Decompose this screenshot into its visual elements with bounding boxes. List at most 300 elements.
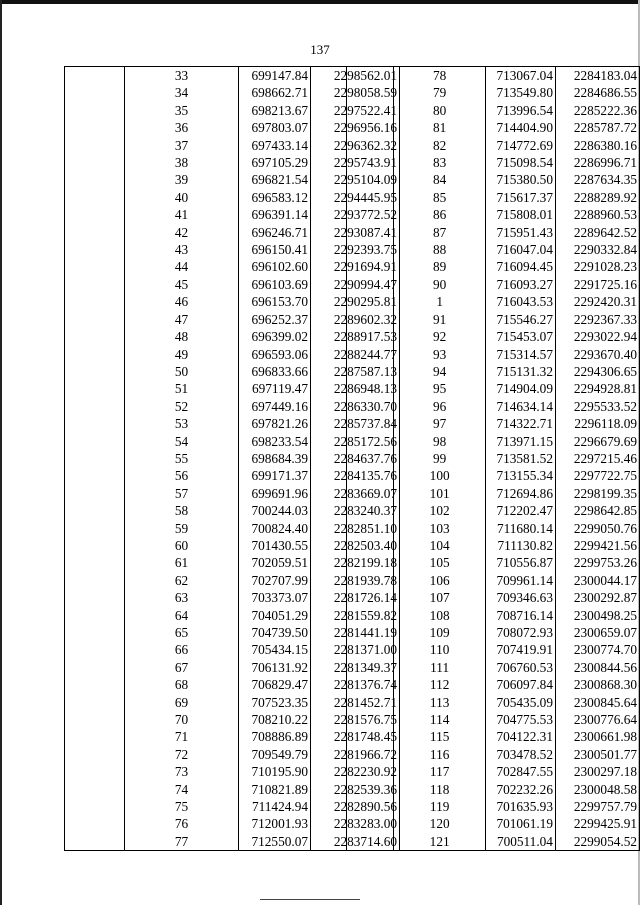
y-coordinate-cell: 2300774.70 <box>555 641 639 658</box>
table-row <box>347 311 640 328</box>
y-coordinate-cell: 2297722.75 <box>555 467 639 484</box>
y-coordinate-cell: 2285787.72 <box>555 119 639 136</box>
y-coordinate-cell: 2281939.78 <box>311 572 400 589</box>
x-coordinate-cell: 697433.14 <box>239 137 311 154</box>
empty-cell <box>347 433 394 450</box>
x-coordinate-cell: 700511.04 <box>486 833 555 851</box>
empty-cell <box>347 119 394 136</box>
table-row <box>347 520 640 537</box>
table-row <box>347 67 640 85</box>
y-coordinate-cell: 2289642.52 <box>555 224 639 241</box>
scan-left-edge <box>0 0 2 905</box>
x-coordinate-cell: 713155.34 <box>486 467 555 484</box>
empty-cell <box>347 154 394 171</box>
table-row <box>347 276 640 293</box>
point-number-cell: 107 <box>429 590 450 606</box>
y-coordinate-cell: 2286948.13 <box>311 380 400 397</box>
point-number-cell: 87 <box>433 224 447 240</box>
table-row <box>347 711 640 728</box>
y-coordinate-cell: 2300297.18 <box>555 763 639 780</box>
x-coordinate-cell: 709549.79 <box>239 746 311 763</box>
table-row <box>347 206 640 223</box>
point-number-cell: 54 <box>174 433 189 449</box>
point-number-cell: 81 <box>433 120 447 136</box>
empty-cell <box>65 572 125 589</box>
point-number-cell: 48 <box>174 329 189 345</box>
table-row <box>347 485 640 502</box>
empty-cell <box>347 763 394 780</box>
table-row <box>347 171 640 188</box>
x-coordinate-cell: 696153.70 <box>239 293 311 310</box>
point-number-cell: 114 <box>429 712 450 728</box>
y-coordinate-cell: 2299050.76 <box>555 520 639 537</box>
empty-cell <box>65 641 125 658</box>
x-coordinate-cell: 715131.32 <box>486 363 555 380</box>
x-coordinate-cell: 715380.50 <box>486 171 555 188</box>
empty-cell <box>347 502 394 519</box>
table-row <box>347 607 640 624</box>
x-coordinate-cell: 713067.04 <box>486 67 555 85</box>
y-coordinate-cell: 2284183.04 <box>555 67 639 85</box>
point-number-cell: 50 <box>174 363 189 379</box>
point-number-cell: 119 <box>429 799 450 815</box>
empty-cell <box>65 833 125 851</box>
point-number-cell: 70 <box>174 712 189 728</box>
x-coordinate-cell: 715951.43 <box>486 224 555 241</box>
empty-cell <box>65 676 125 693</box>
x-coordinate-cell: 696583.12 <box>239 189 311 206</box>
point-number-cell: 101 <box>429 485 450 501</box>
table-row <box>347 572 640 589</box>
empty-cell <box>65 241 125 258</box>
x-coordinate-cell: 700244.03 <box>239 502 311 519</box>
point-number-cell: 52 <box>174 398 189 414</box>
point-number-cell: 75 <box>174 799 189 815</box>
y-coordinate-cell: 2288960.53 <box>555 206 639 223</box>
point-number-cell: 38 <box>174 155 189 171</box>
point-number-cell: 102 <box>429 503 450 519</box>
empty-cell <box>347 641 394 658</box>
empty-cell <box>347 833 394 851</box>
x-coordinate-cell: 708716.14 <box>486 607 555 624</box>
y-coordinate-cell: 2290295.81 <box>311 293 400 310</box>
point-number-cell: 59 <box>174 520 189 536</box>
y-coordinate-cell: 2299757.79 <box>555 798 639 815</box>
empty-cell <box>347 380 394 397</box>
y-coordinate-cell: 2298642.85 <box>555 502 639 519</box>
point-number-cell: 61 <box>174 555 189 571</box>
x-coordinate-cell: 709961.14 <box>486 572 555 589</box>
table-row <box>347 224 640 241</box>
y-coordinate-cell: 2293772.52 <box>311 206 400 223</box>
x-coordinate-cell: 713971.15 <box>486 433 555 450</box>
empty-cell <box>347 363 394 380</box>
table-row <box>347 815 640 832</box>
y-coordinate-cell: 2299054.52 <box>555 833 639 851</box>
point-number-cell: 112 <box>429 677 450 693</box>
table-row <box>347 415 640 432</box>
empty-cell <box>65 728 125 745</box>
empty-cell <box>65 502 125 519</box>
x-coordinate-cell: 716043.53 <box>486 293 555 310</box>
table-row <box>347 746 640 763</box>
x-coordinate-cell: 714404.90 <box>486 119 555 136</box>
y-coordinate-cell: 2281559.82 <box>311 607 400 624</box>
x-coordinate-cell: 702232.26 <box>486 781 555 798</box>
y-coordinate-cell: 2285222.36 <box>555 102 639 119</box>
y-coordinate-cell: 2288289.92 <box>555 189 639 206</box>
x-coordinate-cell: 701635.93 <box>486 798 555 815</box>
empty-cell <box>65 415 125 432</box>
x-coordinate-cell: 696252.37 <box>239 311 311 328</box>
x-coordinate-cell: 708210.22 <box>239 711 311 728</box>
y-coordinate-cell: 2281452.71 <box>311 694 400 711</box>
y-coordinate-cell: 2300845.64 <box>555 694 639 711</box>
y-coordinate-cell: 2294445.95 <box>311 189 400 206</box>
empty-cell <box>347 798 394 815</box>
x-coordinate-cell: 704739.50 <box>239 624 311 641</box>
x-coordinate-cell: 713549.80 <box>486 84 555 101</box>
empty-cell <box>65 67 125 85</box>
empty-cell <box>65 589 125 606</box>
point-number-cell: 72 <box>174 746 189 762</box>
y-coordinate-cell: 2294928.81 <box>555 380 639 397</box>
point-number-cell: 104 <box>429 537 450 553</box>
x-coordinate-cell: 716093.27 <box>486 276 555 293</box>
point-number-cell: 116 <box>429 746 450 762</box>
table-row <box>347 554 640 571</box>
table-row <box>347 467 640 484</box>
point-number-cell: 84 <box>433 172 447 188</box>
table-row <box>347 781 640 798</box>
point-number-cell: 121 <box>393 833 486 851</box>
x-coordinate-cell: 699691.96 <box>239 485 311 502</box>
x-coordinate-cell: 706097.84 <box>486 676 555 693</box>
footer-rule <box>260 899 360 900</box>
empty-cell <box>65 258 125 275</box>
table-row <box>347 346 640 363</box>
y-coordinate-cell: 2291028.23 <box>555 258 639 275</box>
point-number-cell: 51 <box>174 381 189 397</box>
y-coordinate-cell: 2284686.55 <box>555 84 639 101</box>
point-number-cell: 41 <box>174 207 189 223</box>
y-coordinate-cell: 2287587.13 <box>311 363 400 380</box>
table-row <box>347 659 640 676</box>
x-coordinate-cell: 697119.47 <box>239 380 311 397</box>
table-row <box>347 676 640 693</box>
y-coordinate-cell: 2291725.16 <box>555 276 639 293</box>
x-coordinate-cell: 715098.54 <box>486 154 555 171</box>
empty-cell <box>347 241 394 258</box>
y-coordinate-cell: 2298199.35 <box>555 485 639 502</box>
table-row <box>347 258 640 275</box>
x-coordinate-cell: 714904.09 <box>486 380 555 397</box>
x-coordinate-cell: 697803.07 <box>239 119 311 136</box>
point-number-cell: 63 <box>174 590 189 606</box>
empty-cell <box>347 746 394 763</box>
empty-cell <box>347 711 394 728</box>
empty-cell <box>347 276 394 293</box>
point-number-cell: 80 <box>433 102 447 118</box>
point-number-cell: 46 <box>174 294 189 310</box>
point-number-cell: 96 <box>433 398 447 414</box>
y-coordinate-cell: 2284135.76 <box>311 467 400 484</box>
table-row <box>347 433 640 450</box>
y-coordinate-cell: 2281748.45 <box>311 728 400 745</box>
x-coordinate-cell: 696150.41 <box>239 241 311 258</box>
y-coordinate-cell: 2300498.25 <box>555 607 639 624</box>
y-coordinate-cell: 2300844.56 <box>555 659 639 676</box>
point-number-cell: 93 <box>433 346 447 362</box>
empty-cell <box>347 815 394 832</box>
x-coordinate-cell: 715808.01 <box>486 206 555 223</box>
y-coordinate-cell: 2289602.32 <box>311 311 400 328</box>
point-number-cell: 120 <box>429 816 450 832</box>
point-number-cell: 64 <box>174 607 189 623</box>
empty-cell <box>65 433 125 450</box>
x-coordinate-cell: 702847.55 <box>486 763 555 780</box>
y-coordinate-cell: 2282230.92 <box>311 763 400 780</box>
x-coordinate-cell: 696399.02 <box>239 328 311 345</box>
table-row <box>347 450 640 467</box>
y-coordinate-cell: 2285737.84 <box>311 415 400 432</box>
table-row <box>347 589 640 606</box>
y-coordinate-cell: 2297522.41 <box>311 102 400 119</box>
y-coordinate-cell: 2286330.70 <box>311 398 400 415</box>
x-coordinate-cell: 697449.16 <box>239 398 311 415</box>
y-coordinate-cell: 2300659.07 <box>555 624 639 641</box>
y-coordinate-cell: 2299425.91 <box>555 815 639 832</box>
y-coordinate-cell: 2293022.94 <box>555 328 639 345</box>
x-coordinate-cell: 715546.27 <box>486 311 555 328</box>
y-coordinate-cell: 2296362.32 <box>311 137 400 154</box>
y-coordinate-cell: 2300776.64 <box>555 711 639 728</box>
y-coordinate-cell: 2295743.91 <box>311 154 400 171</box>
point-number-cell: 42 <box>174 224 189 240</box>
point-number-cell: 106 <box>429 572 450 588</box>
y-coordinate-cell: 2282890.56 <box>311 798 400 815</box>
point-number-cell: 62 <box>174 572 189 588</box>
x-coordinate-cell: 702059.51 <box>239 554 311 571</box>
y-coordinate-cell: 2299421.56 <box>555 537 639 554</box>
x-coordinate-cell: 696593.06 <box>239 346 311 363</box>
point-number-cell: 105 <box>429 555 450 571</box>
empty-cell <box>347 781 394 798</box>
point-number-cell: 94 <box>433 363 447 379</box>
point-number-cell: 45 <box>174 276 189 292</box>
empty-cell <box>65 276 125 293</box>
y-coordinate-cell: 2281441.19 <box>311 624 400 641</box>
x-coordinate-cell: 702707.99 <box>239 572 311 589</box>
x-coordinate-cell: 712001.93 <box>239 815 311 832</box>
table-row <box>347 102 640 119</box>
x-coordinate-cell: 698684.39 <box>239 450 311 467</box>
table-row <box>347 641 640 658</box>
y-coordinate-cell: 2292367.33 <box>555 311 639 328</box>
point-number-cell: 1 <box>436 294 443 310</box>
point-number-cell: 113 <box>429 694 450 710</box>
x-coordinate-cell: 699147.84 <box>239 67 311 85</box>
table-row <box>347 380 640 397</box>
y-coordinate-cell: 2281726.14 <box>311 589 400 606</box>
y-coordinate-cell: 2300292.87 <box>555 589 639 606</box>
empty-cell <box>65 450 125 467</box>
empty-cell <box>347 171 394 188</box>
point-number-cell: 97 <box>433 416 447 432</box>
table-row <box>347 137 640 154</box>
table-row <box>347 241 640 258</box>
x-coordinate-cell: 710195.90 <box>239 763 311 780</box>
empty-cell <box>65 485 125 502</box>
point-number-cell: 82 <box>433 137 447 153</box>
point-number-cell: 36 <box>174 120 189 136</box>
empty-cell <box>65 798 125 815</box>
scan-top-edge <box>0 0 640 4</box>
x-coordinate-cell: 715314.57 <box>486 346 555 363</box>
y-coordinate-cell: 2281576.75 <box>311 711 400 728</box>
point-number-cell: 85 <box>433 189 447 205</box>
point-number-cell: 88 <box>433 242 447 258</box>
point-number-cell: 83 <box>433 155 447 171</box>
x-coordinate-cell: 709346.63 <box>486 589 555 606</box>
point-number-cell: 58 <box>174 503 189 519</box>
x-coordinate-cell: 697821.26 <box>239 415 311 432</box>
table-row <box>347 119 640 136</box>
x-coordinate-cell: 714634.14 <box>486 398 555 415</box>
empty-cell <box>347 293 394 310</box>
empty-cell <box>347 467 394 484</box>
x-coordinate-cell: 711424.94 <box>239 798 311 815</box>
y-coordinate-cell: 2300044.17 <box>555 572 639 589</box>
y-coordinate-cell: 2286996.71 <box>555 154 639 171</box>
point-number-cell: 35 <box>174 102 189 118</box>
y-coordinate-cell: 2287634.35 <box>555 171 639 188</box>
x-coordinate-cell: 696103.69 <box>239 276 311 293</box>
y-coordinate-cell: 2299753.26 <box>555 554 639 571</box>
empty-cell <box>65 781 125 798</box>
point-number-cell: 68 <box>174 677 189 693</box>
empty-cell <box>65 84 125 101</box>
point-number-cell: 110 <box>429 642 450 658</box>
empty-cell <box>65 189 125 206</box>
empty-cell <box>347 624 394 641</box>
x-coordinate-cell: 716094.45 <box>486 258 555 275</box>
y-coordinate-cell: 2281349.37 <box>311 659 400 676</box>
empty-cell <box>347 311 394 328</box>
y-coordinate-cell: 2296118.09 <box>555 415 639 432</box>
empty-cell <box>65 624 125 641</box>
y-coordinate-cell: 2285172.56 <box>311 433 400 450</box>
empty-cell <box>347 520 394 537</box>
y-coordinate-cell: 2298562.01 <box>311 67 400 85</box>
y-coordinate-cell: 2296679.69 <box>555 433 639 450</box>
point-number-cell: 115 <box>429 729 450 745</box>
empty-cell <box>65 694 125 711</box>
x-coordinate-cell: 700824.40 <box>239 520 311 537</box>
point-number-cell: 111 <box>430 659 450 675</box>
empty-cell <box>347 328 394 345</box>
y-coordinate-cell: 2295104.09 <box>311 171 400 188</box>
empty-cell <box>65 224 125 241</box>
point-number-cell: 53 <box>174 416 189 432</box>
empty-cell <box>65 137 125 154</box>
point-number-cell: 117 <box>429 764 450 780</box>
x-coordinate-cell: 698662.71 <box>239 84 311 101</box>
point-number-cell: 99 <box>433 450 447 466</box>
y-coordinate-cell: 2288917.53 <box>311 328 400 345</box>
x-coordinate-cell: 710821.89 <box>239 781 311 798</box>
y-coordinate-cell: 2286380.16 <box>555 137 639 154</box>
x-coordinate-cell: 701061.19 <box>486 815 555 832</box>
empty-cell <box>347 137 394 154</box>
empty-cell <box>347 224 394 241</box>
empty-cell <box>347 694 394 711</box>
point-number-cell: 43 <box>174 242 189 258</box>
empty-cell <box>347 206 394 223</box>
empty-cell <box>65 607 125 624</box>
empty-cell <box>65 815 125 832</box>
x-coordinate-cell: 699171.37 <box>239 467 311 484</box>
y-coordinate-cell: 2282199.18 <box>311 554 400 571</box>
table-row <box>347 398 640 415</box>
y-coordinate-cell: 2291694.91 <box>311 258 400 275</box>
empty-cell <box>347 728 394 745</box>
empty-cell <box>65 467 125 484</box>
point-number-cell: 73 <box>174 764 189 780</box>
x-coordinate-cell: 710556.87 <box>486 554 555 571</box>
point-number-cell: 56 <box>174 468 189 484</box>
table-row <box>347 833 640 851</box>
point-number-cell: 100 <box>429 468 450 484</box>
table-row <box>347 293 640 310</box>
y-coordinate-cell: 2282851.10 <box>311 520 400 537</box>
point-number-cell: 69 <box>174 694 189 710</box>
point-number-cell: 108 <box>429 607 450 623</box>
y-coordinate-cell: 2283240.37 <box>311 502 400 519</box>
point-number-cell: 74 <box>174 781 189 797</box>
x-coordinate-cell: 711130.82 <box>486 537 555 554</box>
x-coordinate-cell: 708886.89 <box>239 728 311 745</box>
point-number-cell: 65 <box>174 625 189 640</box>
x-coordinate-cell: 708072.93 <box>486 624 555 641</box>
x-coordinate-cell: 715453.07 <box>486 328 555 345</box>
y-coordinate-cell: 2294306.65 <box>555 363 639 380</box>
y-coordinate-cell: 2283714.60 <box>311 833 400 851</box>
point-number-cell: 89 <box>433 259 447 275</box>
x-coordinate-cell: 701430.55 <box>239 537 311 554</box>
point-number-cell: 109 <box>429 625 450 640</box>
y-coordinate-cell: 2283669.07 <box>311 485 400 502</box>
point-number-cell: 98 <box>433 433 447 449</box>
x-coordinate-cell: 704051.29 <box>239 607 311 624</box>
y-coordinate-cell: 2293087.41 <box>311 224 400 241</box>
x-coordinate-cell: 713581.52 <box>486 450 555 467</box>
y-coordinate-cell: 2292420.31 <box>555 293 639 310</box>
y-coordinate-cell: 2281966.72 <box>311 746 400 763</box>
empty-cell <box>65 328 125 345</box>
table-row <box>347 798 640 815</box>
y-coordinate-cell: 2282503.40 <box>311 537 400 554</box>
empty-cell <box>65 554 125 571</box>
x-coordinate-cell: 711680.14 <box>486 520 555 537</box>
y-coordinate-cell: 2297215.46 <box>555 450 639 467</box>
y-coordinate-cell: 2300048.58 <box>555 781 639 798</box>
y-coordinate-cell: 2300501.77 <box>555 746 639 763</box>
y-coordinate-cell: 2290332.84 <box>555 241 639 258</box>
y-coordinate-cell: 2281371.00 <box>311 641 400 658</box>
empty-cell <box>65 380 125 397</box>
empty-cell <box>65 206 125 223</box>
